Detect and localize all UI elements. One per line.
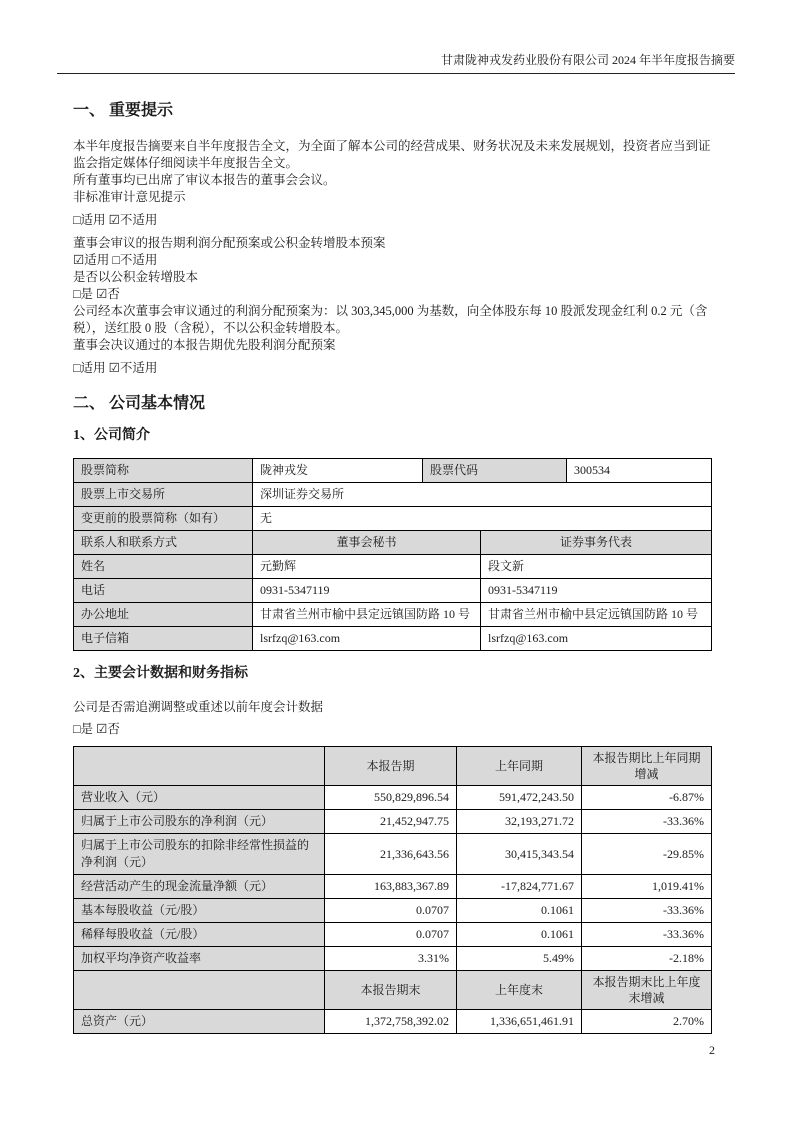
metric-prior-value: 591,472,243.50 [456, 786, 581, 809]
secretary-email-value: lsrfzq@163.com [252, 627, 480, 650]
former-name-label: 变更前的股票简称（如有） [74, 507, 252, 530]
representative-address-value: 甘肃省兰州市榆中县定远镇国防路 10 号 [480, 603, 711, 626]
metric-change-value: -33.36% [581, 899, 711, 922]
notice-summary-paragraph: 本半年度报告摘要来自半年度报告全文，为全面了解本公司的经营成果、财务状况及未来发展规划，投资者应当到证监会指定媒体仔细阅读半年度报告全文。 [73, 139, 711, 170]
representative-email-value: lsrfzq@163.com [480, 627, 711, 650]
subsection-heading-key-financials: 2、主要会计数据和财务指标 [73, 666, 248, 681]
period-end-column-header: 本报告期末 [324, 971, 456, 1009]
stock-code-value: 300534 [566, 459, 711, 482]
metric-change-value: -33.36% [581, 810, 711, 833]
company-info-table [73, 458, 712, 651]
page-number: 2 [709, 1043, 715, 1057]
email-label: 电子信箱 [74, 627, 252, 650]
metric-label: 基本每股收益（元/股） [74, 899, 324, 922]
metric-current-value: 0.0707 [324, 923, 456, 946]
audit-opinion-checkboxes: □适用 ☑不适用 [73, 213, 158, 227]
table-row [74, 1009, 711, 1033]
metric-change-value: 2.70% [581, 1010, 711, 1033]
table-row [74, 578, 711, 602]
section-heading-important-notice: 一、 重要提示 [73, 102, 174, 119]
notice-audit-opinion-label: 非标准审计意见提示 [73, 190, 186, 204]
restatement-checkboxes: □是 ☑否 [73, 722, 120, 736]
prior-period-column-header: 上年同期 [456, 747, 581, 785]
metric-prior-value: 30,415,343.54 [456, 834, 581, 874]
metric-prior-value: -17,824,771.67 [456, 875, 581, 898]
representative-name-value: 段文新 [480, 555, 711, 578]
former-name-value: 无 [252, 507, 711, 530]
metric-change-value: -29.85% [581, 834, 711, 874]
table-row [74, 898, 711, 922]
subsection-heading-company-intro: 1、公司简介 [73, 428, 150, 443]
metric-label: 归属于上市公司股东的扣除非经常性损益的净利润（元） [74, 834, 324, 874]
dividend-plan-detail: 公司经本次董事会审议通过的利润分配预案为：以 303,345,000 为基数，向全体股东每 10 股派发现金红利 0.2 元（含税），送红股 0 股（含税），不以公积金转增股本。 [73, 304, 708, 335]
table-row [74, 833, 711, 874]
period-end-change-column-header: 本报告期末比上年度末增减 [581, 971, 711, 1009]
metric-current-value: 21,452,947.75 [324, 810, 456, 833]
metric-label: 总资产（元） [74, 1010, 324, 1033]
profit-distribution-plan-label: 董事会审议的报告期利润分配预案或公积金转增股本预案 [73, 236, 386, 250]
metric-prior-value: 0.1061 [456, 899, 581, 922]
table-row [74, 506, 711, 530]
table-row [74, 874, 711, 898]
metric-current-value: 3.31% [324, 947, 456, 970]
document-header [57, 52, 735, 74]
notice-board-attendance: 所有董事均已出席了审议本报告的董事会会议。 [73, 173, 336, 187]
metric-change-value: -6.87% [581, 786, 711, 809]
representative-phone-value: 0931-5347119 [480, 579, 711, 602]
contact-name-label: 姓名 [74, 555, 252, 578]
restatement-question: 公司是否需追溯调整或重述以前年度会计数据 [73, 700, 324, 714]
secretary-phone-value: 0931-5347119 [252, 579, 480, 602]
table-row [74, 602, 711, 626]
metric-label: 归属于上市公司股东的净利润（元） [74, 810, 324, 833]
financial-table-corner-cell [74, 747, 324, 785]
metric-label: 稀释每股收益（元/股） [74, 923, 324, 946]
secretary-name-value: 元勤辉 [252, 555, 480, 578]
listing-exchange-label: 股票上市交易所 [74, 483, 252, 506]
stock-short-name-value: 陇神戎发 [252, 459, 422, 482]
metric-prior-value: 0.1061 [456, 923, 581, 946]
table-row [74, 554, 711, 578]
table-row [74, 530, 711, 554]
metric-label: 营业收入（元） [74, 786, 324, 809]
secretary-address-value: 甘肃省兰州市榆中县定远镇国防路 10 号 [252, 603, 480, 626]
table-row [74, 809, 711, 833]
metric-current-value: 21,336,643.56 [324, 834, 456, 874]
stock-short-name-label: 股票简称 [74, 459, 252, 482]
securities-rep-column-header: 证券事务代表 [480, 531, 711, 554]
financial-indicators-table [73, 746, 712, 1034]
preferred-dividend-checkboxes: □适用 ☑不适用 [73, 361, 158, 375]
table-row [74, 922, 711, 946]
period-change-column-header: 本报告期比上年同期增减 [581, 747, 711, 785]
table-row [74, 626, 711, 650]
section-heading-company-basics: 二、 公司基本情况 [73, 395, 206, 412]
metric-current-value: 163,883,367.89 [324, 875, 456, 898]
metric-label: 经营活动产生的现金流量净额（元） [74, 875, 324, 898]
board-secretary-column-header: 董事会秘书 [252, 531, 480, 554]
metric-change-value: -2.18% [581, 947, 711, 970]
table-row [74, 482, 711, 506]
capital-reserve-checkboxes: □是 ☑否 [73, 287, 120, 301]
table-row [74, 946, 711, 970]
capital-reserve-question: 是否以公积金转增股本 [73, 270, 199, 284]
current-period-column-header: 本报告期 [324, 747, 456, 785]
table-row [74, 459, 711, 482]
metric-current-value: 550,829,896.54 [324, 786, 456, 809]
financial-table-corner-cell [74, 971, 324, 1009]
stock-code-label: 股票代码 [422, 459, 566, 482]
profit-distribution-checkboxes: ☑适用 □不适用 [73, 253, 158, 267]
table-header-row [74, 970, 711, 1009]
contact-phone-label: 电话 [74, 579, 252, 602]
preferred-dividend-plan-label: 董事会决议通过的本报告期优先股利润分配预案 [73, 338, 336, 352]
metric-current-value: 1,372,758,392.02 [324, 1010, 456, 1033]
metric-change-value: 1,019.41% [581, 875, 711, 898]
document-header-title: 甘肃陇神戎发药业股份有限公司 2024 年半年度报告摘要 [440, 53, 735, 67]
page-content [73, 52, 735, 1034]
table-row [74, 785, 711, 809]
metric-change-value: -33.36% [581, 923, 711, 946]
metric-prior-value: 1,336,651,461.91 [456, 1010, 581, 1033]
metric-label: 加权平均净资产收益率 [74, 947, 324, 970]
office-address-label: 办公地址 [74, 603, 252, 626]
prior-year-end-column-header: 上年度末 [456, 971, 581, 1009]
metric-prior-value: 32,193,271.72 [456, 810, 581, 833]
listing-exchange-value: 深圳证券交易所 [252, 483, 711, 506]
metric-prior-value: 5.49% [456, 947, 581, 970]
metric-current-value: 0.0707 [324, 899, 456, 922]
contact-section-label: 联系人和联系方式 [74, 531, 252, 554]
table-header-row [74, 747, 711, 785]
